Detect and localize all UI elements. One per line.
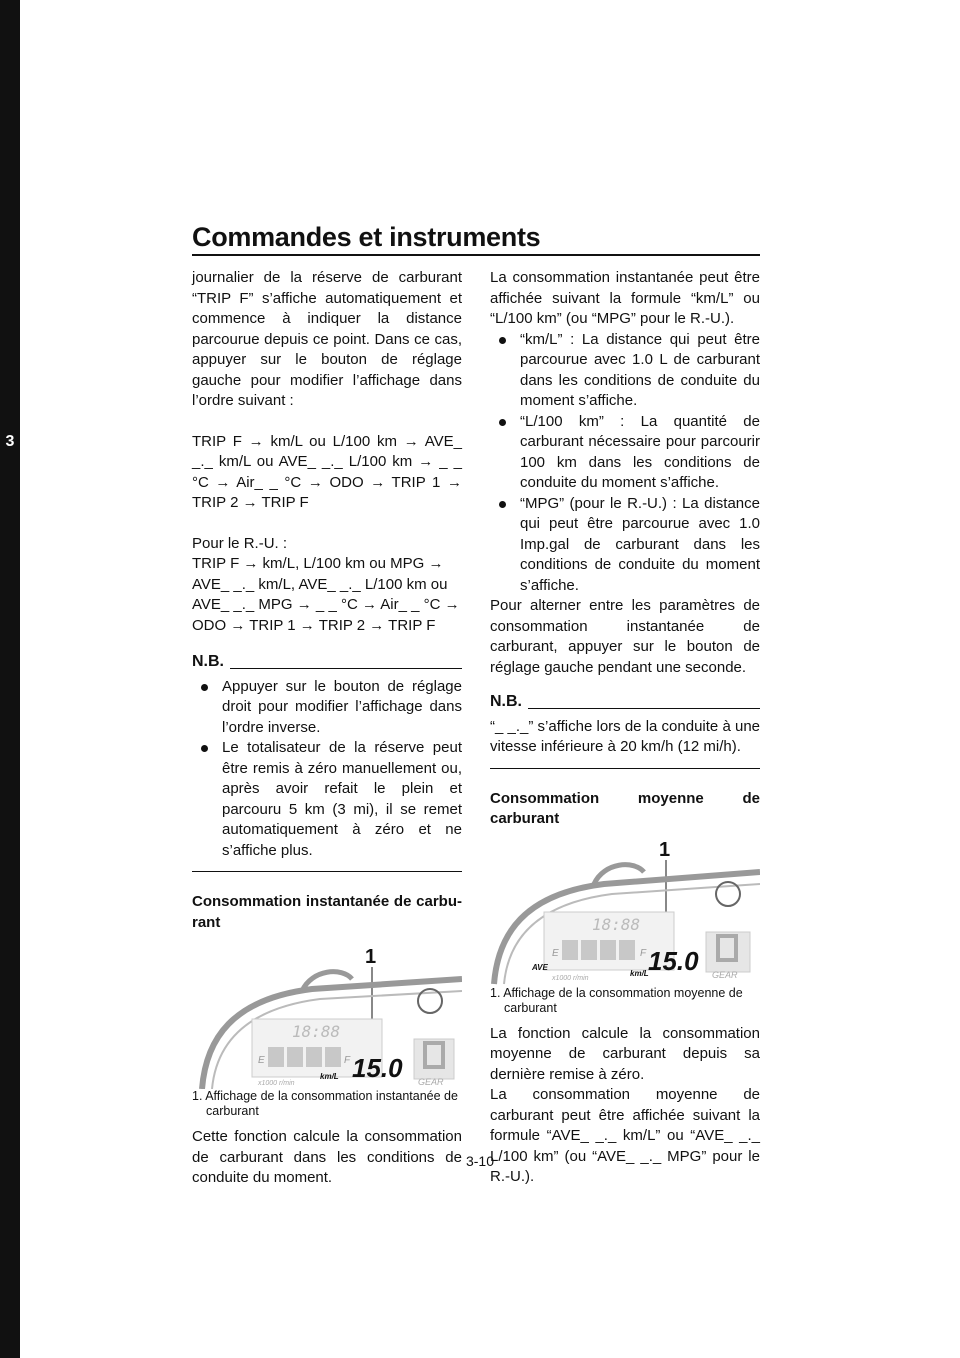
figure-caption: 1. Affichage de la consommation instantanée de carburant <box>192 1089 458 1118</box>
svg-text:18:88: 18:88 <box>592 914 641 934</box>
svg-text:km/L: km/L <box>630 968 649 978</box>
left-column <box>192 268 462 1189</box>
chapter-number: 3 <box>5 433 15 450</box>
average-consumption-figure <box>490 836 760 986</box>
note-end-rule <box>490 768 760 769</box>
paragraph: La fonction calcule la consommation moyenne de carburant depuis sa dernière remise à zéro. <box>490 1024 760 1083</box>
display-sequence-uk: TRIP F → km/L, L/100 km ou MPG → AVE_ _._ km/L, AVE_ _._ L/100 km ou AVE_ _._ MPG → _ _ °C → Air_ _ °C → ODO → TRIP 1 → TRIP 2 → TRIP F <box>192 555 460 634</box>
bullet-icon <box>201 684 208 691</box>
svg-text:E: E <box>258 1055 265 1066</box>
list-item: “km/L” : La distance qui peut être parcourue avec 1.0 L de carburant dans les conditions de conduite du moment s’affiche. <box>490 330 760 412</box>
page-title: Commandes et instruments <box>192 222 541 252</box>
note-header <box>490 692 760 713</box>
note-item: Appuyer sur le bouton de réglage droit pour modifier l’affichage dans l’ordre inverse. <box>192 677 462 739</box>
bullet-icon <box>201 745 208 752</box>
svg-text:x1000 r/min: x1000 r/min <box>552 974 589 982</box>
paragraph: La consommation instantanée peut être affichée suivant la formule “km/L” ou “L/100 km” (ou “MPG” pour le R.-U.). <box>490 269 760 327</box>
title-rule <box>192 254 760 256</box>
section-heading: Consommation instantanée de carburant <box>192 893 462 931</box>
svg-text:GEAR: GEAR <box>418 1077 444 1087</box>
paragraph: Pour alterner entre les paramètres de consommation instantanée de carburant, appuyer sur le bouton de réglage gauche pendant une seconde. <box>490 597 760 676</box>
display-sequence: TRIP F → km/L ou L/100 km → AVE_ _._ km/L ou AVE_ _._ L/100 km → _ _ °C → Air_ _ °C → ODO → TRIP 1 → TRIP 2 → TRIP F <box>192 432 462 511</box>
instant-consumption-figure <box>192 939 462 1089</box>
figure-caption: 1. Affichage de la consommation moyenne de carburant <box>490 985 743 1015</box>
note-text: “_ _._” s’affiche lors de la conduite à une vitesse inférieure à 20 km/h (12 mi/h). <box>490 717 760 755</box>
note-label: N.B. <box>192 653 224 670</box>
list-item: “L/100 km” : La quantité de carburant nécessaire pour parcourir 100 km dans les conditions de conduite du moment s’affiche. <box>490 412 760 494</box>
bullet-icon <box>499 501 506 508</box>
callout-number: 1 <box>365 946 377 968</box>
list-item: “MPG” (pour le R.-U.) : La distance qui peut être parcourue avec 1.0 Imp.gal de carburant dans les conditions de conduite du moment s’affiche. <box>490 494 760 597</box>
note-header <box>192 652 462 673</box>
svg-text:AVE: AVE <box>532 962 548 972</box>
bullet-icon <box>499 337 506 344</box>
note-item: Le totalisateur de la réserve peut être remis à zéro manuellement ou, après avoir refait le plein et parcouru 5 km (3 mi), il se remet automatiquement à zéro et ne s’affiche plus. <box>192 738 462 861</box>
bullet-icon <box>499 419 506 426</box>
fuel-consumption-value: 15.0 <box>352 1053 403 1083</box>
paragraph: La consommation moyenne de carburant peut être affichée suivant la formule “AVE_ _._ km/L” ou “AVE_ _._ L/100 km” (ou “AVE_ _._ MPG” pour le R.-U.). <box>490 1086 760 1185</box>
svg-text:x1000 r/min: x1000 r/min <box>258 1080 295 1087</box>
paragraph: journalier de la réserve de carburant “TRIP F” s’affiche automatiquement et commence à indiquer la distance parcourue depuis ce point. Dans ce cas, appuyer sur le bouton de réglage gauche pour modifier l’affichage dans l’ordre suivant : <box>192 269 462 409</box>
note-end-rule <box>192 871 462 872</box>
fuel-consumption-value: 15.0 <box>648 945 699 976</box>
section-heading: Consommation moyenne de carburant <box>490 789 760 827</box>
page-number: 3-10 <box>465 1153 495 1169</box>
paragraph: Cette fonction calcule la consommation de carburant dans les conditions de conduite du moment. <box>192 1128 462 1186</box>
svg-text:18:88: 18:88 <box>292 1022 341 1041</box>
right-column <box>490 268 760 1188</box>
note-label: N.B. <box>490 693 522 710</box>
svg-text:F: F <box>344 1055 351 1066</box>
svg-text:km/L: km/L <box>320 1072 339 1081</box>
svg-text:E: E <box>552 947 559 959</box>
callout-number: 1 <box>659 838 671 861</box>
svg-text:F: F <box>640 947 647 959</box>
uk-label: Pour le R.-U. : <box>192 534 288 552</box>
svg-text:GEAR: GEAR <box>712 969 738 980</box>
